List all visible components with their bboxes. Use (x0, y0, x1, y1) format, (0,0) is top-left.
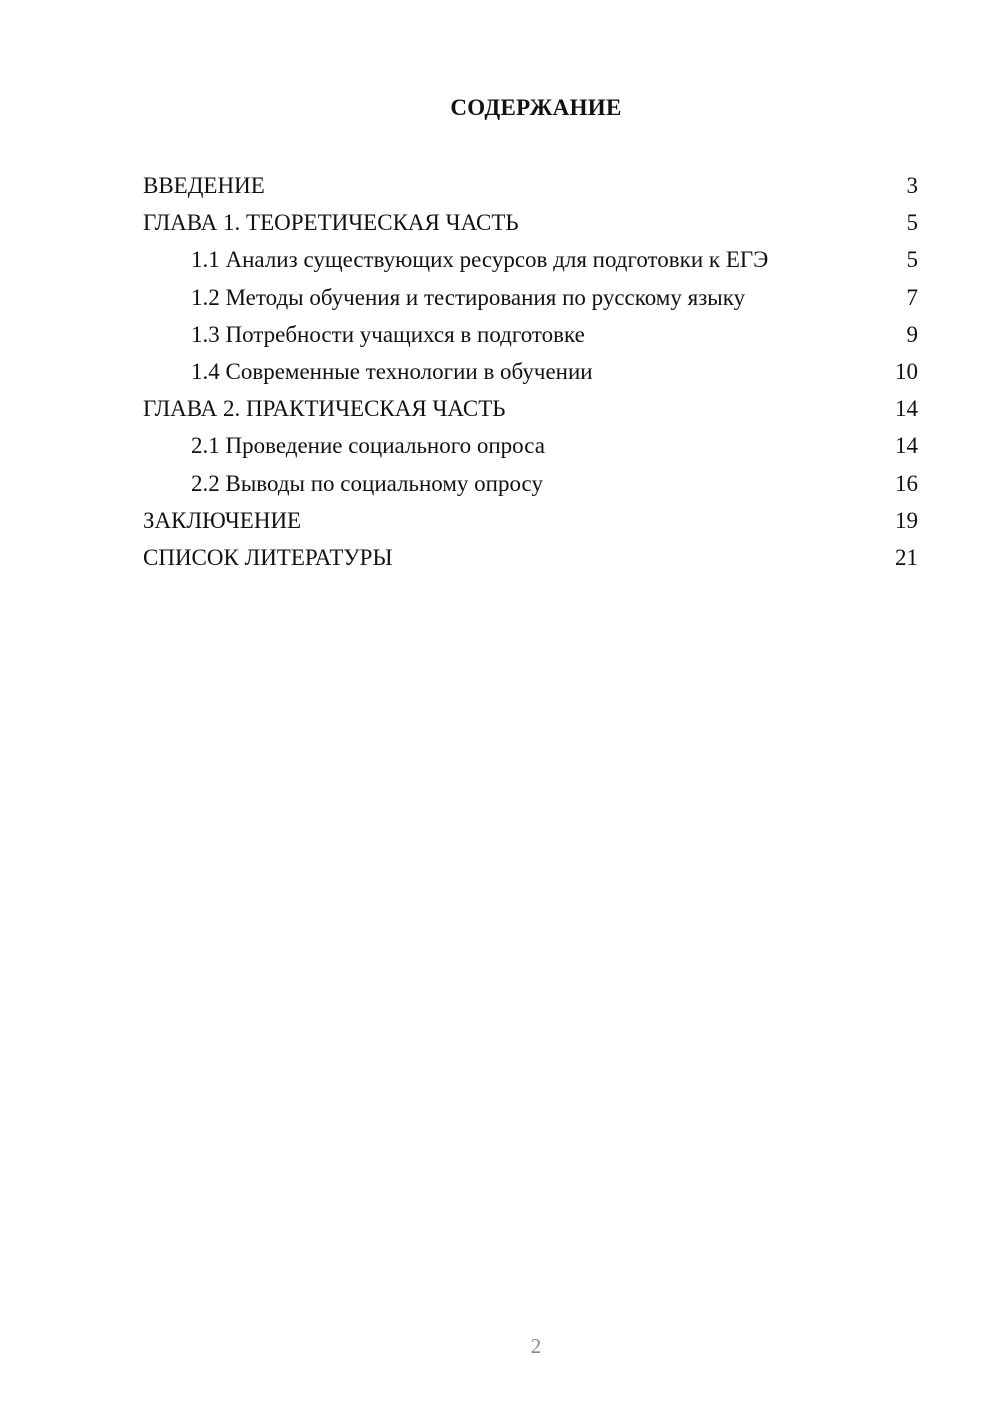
toc-entry-label: 1.2 Методы обучения и тестирования по русскому языку (191, 284, 746, 310)
toc-entry-page: 3 (906, 173, 918, 198)
toc-entry (143, 539, 918, 576)
toc-entry-page: 9 (906, 321, 918, 347)
toc-entry (143, 316, 918, 353)
toc-entry-label: 2.1 Проведение социального опроса (191, 433, 545, 459)
toc-entry-page: 14 (895, 433, 918, 459)
toc-entry-label: ГЛАВА 1. ТЕОРЕТИЧЕСКАЯ ЧАСТЬ (143, 210, 519, 236)
toc-entry-page: 7 (906, 284, 918, 310)
toc-entry (143, 241, 918, 278)
toc-entry (143, 204, 918, 241)
toc-entry (143, 427, 918, 464)
toc-entry-label: 1.3 Потребности учащихся в подготовке (191, 321, 585, 347)
toc-title: СОДЕРЖАНИЕ (450, 95, 622, 120)
toc-entry-label: ГЛАВА 2. ПРАКТИЧЕСКАЯ ЧАСТЬ (143, 396, 506, 422)
toc-entry (143, 390, 918, 427)
toc-entry (143, 502, 918, 539)
toc-entry-label: ЗАКЛЮЧЕНИЕ (143, 507, 302, 533)
toc-entry-label: ВВЕДЕНИЕ (143, 173, 265, 198)
toc-entry-page: 5 (906, 210, 918, 236)
toc-entry-page: 14 (895, 396, 918, 422)
toc-entry-page: 21 (895, 544, 918, 570)
toc-entry-label: 1.4 Современные технологии в обучении (191, 358, 593, 384)
toc-entry-page: 16 (895, 470, 918, 496)
toc-entry-page: 10 (895, 358, 918, 384)
page-number: 2 (530, 1334, 542, 1358)
toc-entry-label: 1.1 Анализ существующих ресурсов для подготовки к ЕГЭ (191, 247, 769, 273)
toc-entry-page: 19 (895, 507, 918, 533)
toc-entry-label: 2.2 Выводы по социальному опросу (191, 470, 543, 496)
toc-entry (143, 353, 918, 390)
table-of-contents (143, 167, 918, 576)
toc-entry-page: 5 (906, 247, 918, 273)
toc-entry (143, 167, 918, 204)
toc-entry-label: СПИСОК ЛИТЕРАТУРЫ (143, 544, 393, 570)
toc-entry (143, 465, 918, 502)
toc-entry (143, 279, 918, 316)
